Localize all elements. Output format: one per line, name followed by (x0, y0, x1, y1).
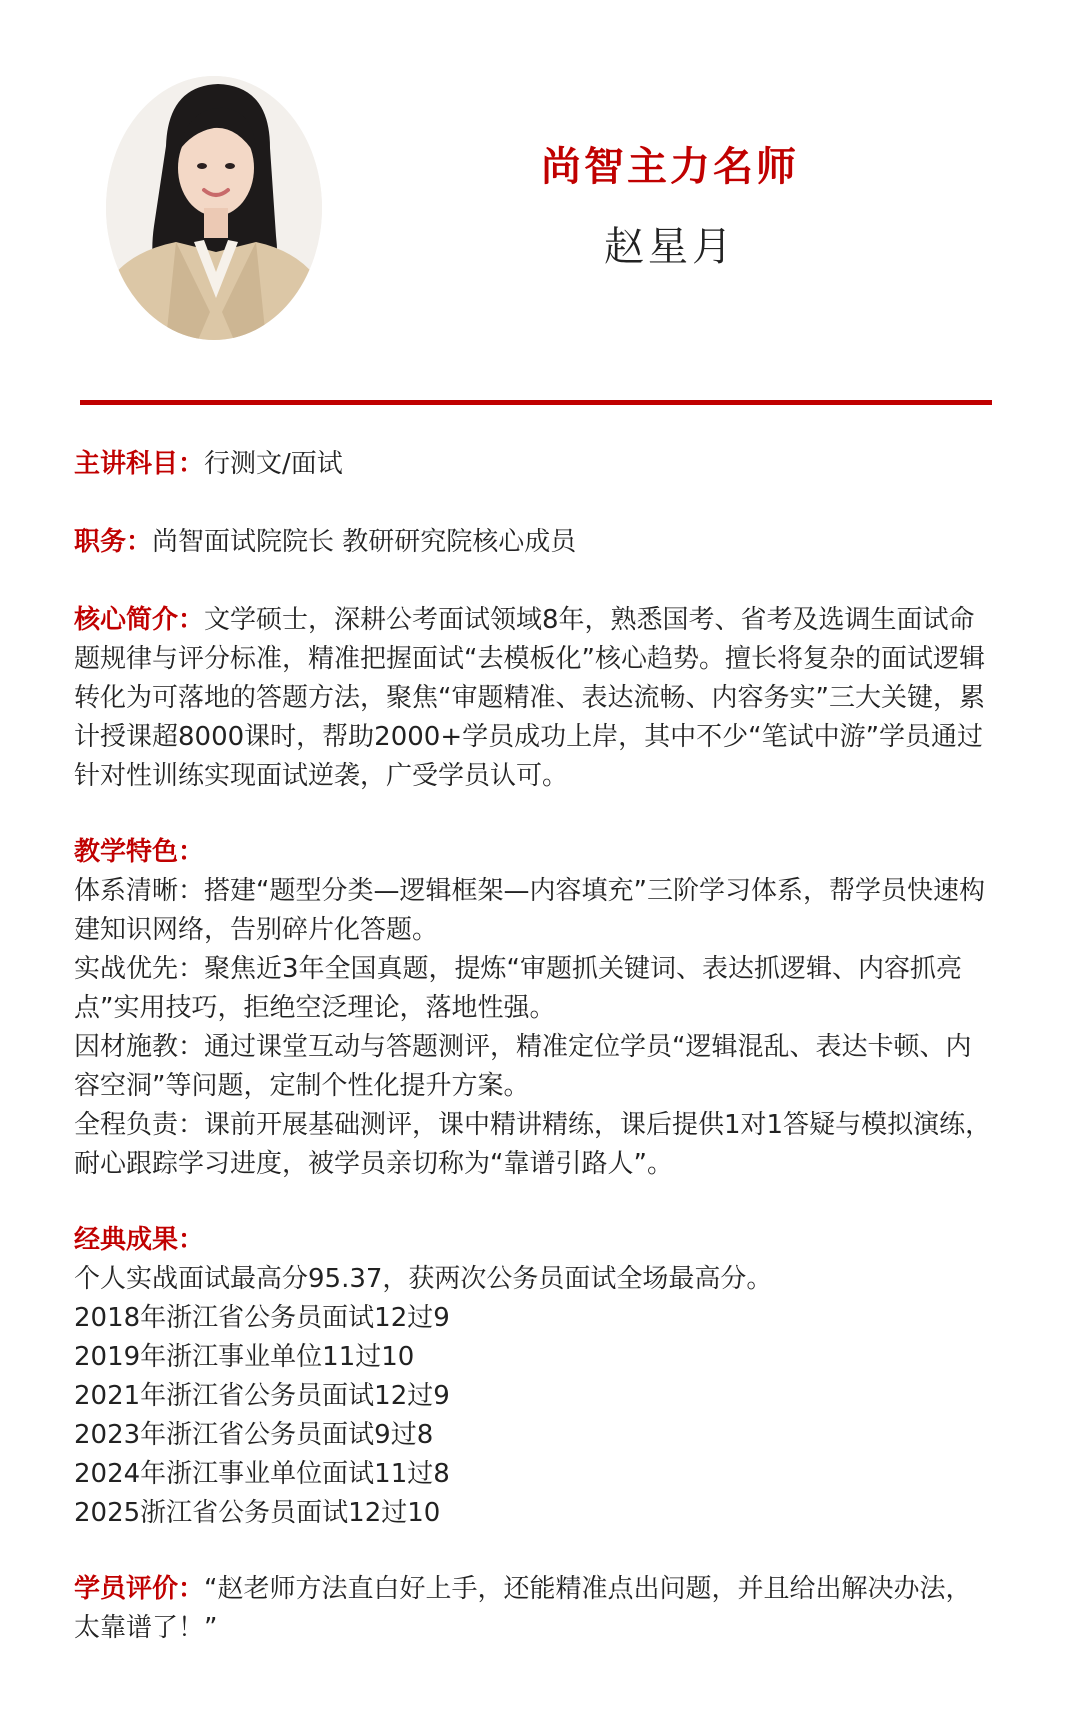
subject-line (74, 445, 994, 484)
achievement-item: 2023年浙江省公务员面试9过8 (74, 1420, 434, 1450)
achievement-item: 2018年浙江省公务员面试12过9 (74, 1303, 450, 1333)
feature-item: 实战优先：聚焦近3年全国真题，提炼“审题抓关键词、表达抓逻辑、内容抓亮点”实用技巧，拒绝空泛理论，落地性强。 (74, 954, 963, 1023)
achievement-item: 2019年浙江事业单位11过10 (74, 1342, 415, 1372)
teacher-name: 赵星月 (604, 224, 736, 270)
intro-text: 文学硕士，深耕公考面试领域8年，熟悉国考、省考及选调生面试命题规律与评分标准，精准把握面试“去模板化”核心趋势。擅长将复杂的面试逻辑转化为可落地的答题方法，聚焦“审题精准、表达流畅、内容务实”三大关键，累计授课超8000课时，帮助2000+学员成功上岸，其中不少“笔试中游”学员通过针对性训练实现面试逆袭，广受学员认可。 (74, 605, 985, 791)
teacher-title-tag: 尚智主力名师 (541, 144, 799, 190)
achievements-heading (74, 1221, 994, 1260)
position-value: 尚智面试院院长 教研研究院核心成员 (152, 527, 577, 557)
intro-label: 核心简介： (74, 605, 205, 635)
feature-item: 体系清晰：搭建“题型分类—逻辑框架—内容填充”三阶学习体系，帮学员快速构建知识网络，告别碎片化答题。 (74, 876, 985, 945)
review-text: “赵老师方法直白好上手，还能精准点出问题，并且给出解决办法，太靠谱了！” (74, 1574, 972, 1643)
teacher-portrait (106, 76, 322, 340)
review-label: 学员评价： (74, 1574, 205, 1604)
intro-paragraph (74, 601, 994, 796)
achievement-item: 个人实战面试最高分95.37，获两次公务员面试全场最高分。 (74, 1264, 773, 1294)
achievements-label: 经典成果： (74, 1225, 205, 1255)
subject-label: 主讲科目： (74, 449, 205, 479)
achievement-item: 2025浙江省公务员面试12过10 (74, 1498, 441, 1528)
achievement-item: 2024年浙江事业单位面试11过8 (74, 1459, 450, 1489)
position-line (74, 523, 994, 562)
position-label: 职务： (74, 527, 153, 557)
subject-value: 行测文/面试 (204, 449, 343, 479)
achievement-item: 2021年浙江省公务员面试12过9 (74, 1381, 450, 1411)
feature-item: 因材施教：通过课堂互动与答题测评，精准定位学员“逻辑混乱、表达卡顿、内容空洞”等问题，定制个性化提升方案。 (74, 1032, 972, 1101)
review-paragraph (74, 1570, 994, 1648)
features-heading (74, 833, 994, 872)
features-label: 教学特色： (74, 837, 205, 867)
header-divider (80, 400, 992, 405)
feature-item: 全程负责：课前开展基础测评，课中精讲精练，课后提供1对1答疑与模拟演练，耐心跟踪学习进度，被学员亲切称为“靠谱引路人”。 (74, 1110, 992, 1179)
profile-content (74, 445, 994, 1648)
portrait-illustration (106, 76, 322, 340)
